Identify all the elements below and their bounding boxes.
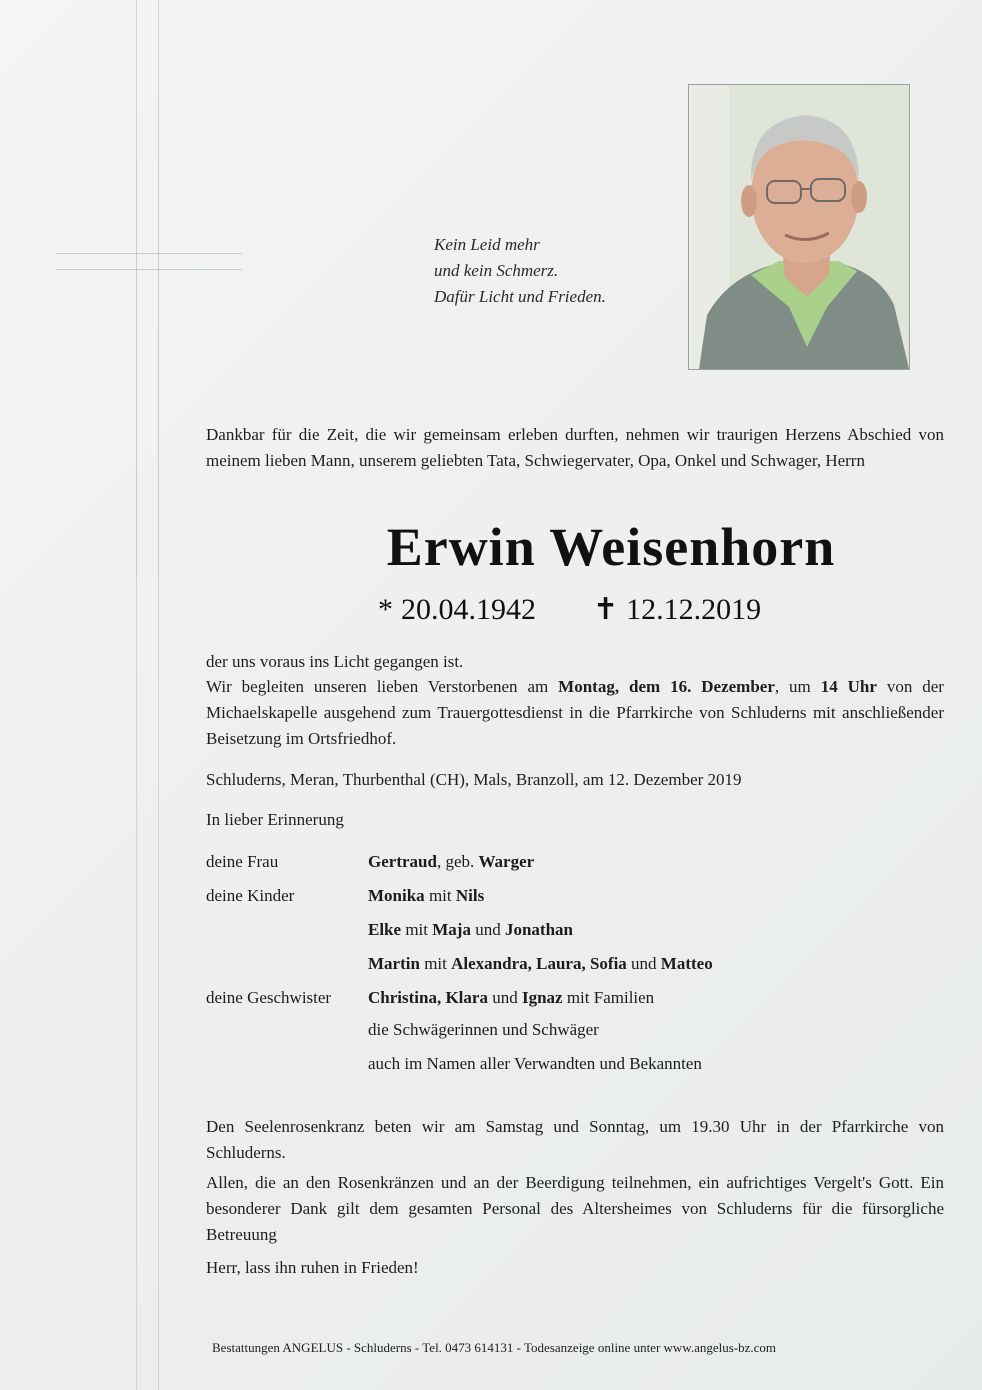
- grandchild: Jonathan: [504, 920, 573, 939]
- footer-funeral-home: Bestattungen ANGELUS - Schluderns - Tel. 0473 614131 - Todesanzeige online unter www.angelus-bz.com: [212, 1340, 777, 1355]
- places-date-line: Schluderns, Meran, Thurbenthal (CH), Mals, Branzoll, am 12. Dezember 2019: [206, 770, 742, 789]
- children-label: deine Kinder: [206, 886, 295, 905]
- life-dates: [378, 592, 769, 627]
- brother: Ignaz: [521, 988, 563, 1007]
- rosary-paragraph: Den Seelenrosenkranz beten wir am Samstag und Sonntag, um 19.30 Uhr in der Pfarrkirche von Schluderns.: [206, 1117, 944, 1162]
- grandchild: Matteo: [660, 954, 713, 973]
- gone-into-light-text: der uns voraus ins Licht gegangen ist.: [206, 652, 464, 671]
- funeral-text-2: , um: [774, 677, 821, 696]
- quote-line-3: Dafür Licht und Frieden.: [434, 287, 606, 306]
- wife-maiden-name: Warger: [478, 852, 535, 871]
- funeral-time: 14 Uhr: [820, 677, 877, 696]
- siblings-label: deine Geschwister: [206, 988, 332, 1007]
- funeral-date: Montag, dem 16. Dezember: [558, 677, 775, 696]
- grandchild: Maja: [432, 920, 471, 939]
- quote-line-2: und kein Schmerz.: [434, 261, 559, 280]
- connector-text: und: [470, 920, 505, 939]
- portrait-photo: [688, 84, 910, 370]
- funeral-text-3: von der Michaelskapelle ausgehend zum Trauergottesdienst in die Pfarrkirche von Schluderns mit anschließender Beisetzung im Ortsfriedhof.: [206, 677, 944, 748]
- child-3: Martin: [368, 954, 420, 973]
- cross-icon-horizontal: [56, 253, 242, 271]
- connector-text: und: [487, 988, 522, 1007]
- siblings-names: [368, 988, 654, 1008]
- wife-label: deine Frau: [206, 852, 279, 871]
- connector-text: mit Familien: [562, 988, 655, 1007]
- child-1-names: [368, 886, 484, 906]
- intro-paragraph: Dankbar für die Zeit, die wir gemeinsam erleben durften, nehmen wir traurigen Herzens Abschied von meinem lieben Mann, unserem geliebten Tata, Schwiegervater, Opa, Onkel und Schwager, Herrn: [206, 425, 944, 470]
- connector-text: und: [626, 954, 661, 973]
- inlaws-text: die Schwägerinnen und Schwäger: [368, 1020, 599, 1039]
- child-2: Elke: [368, 920, 402, 939]
- child-2-names: [368, 920, 573, 940]
- wife-name: Gertraud: [368, 852, 437, 871]
- in-memory-text: In lieber Erinnerung: [206, 810, 344, 829]
- birth-star-icon: *: [378, 593, 393, 626]
- child-1-partner: Nils: [455, 886, 485, 905]
- funeral-paragraph: [206, 674, 944, 752]
- grandchildren: Alexandra, Laura, Sofia: [451, 954, 627, 973]
- sisters: Christina, Klara: [368, 988, 488, 1007]
- child-3-names: [368, 954, 713, 974]
- death-date: 12.12.2019: [626, 593, 762, 626]
- birth-date: 20.04.1942: [401, 593, 536, 626]
- deceased-name: Erwin Weisenhorn: [386, 517, 836, 577]
- funeral-text-1: Wir begleiten unseren lieben Verstorbenen am: [206, 677, 559, 696]
- wife-mid: , geb.: [436, 852, 479, 871]
- connector-text: mit: [424, 886, 456, 905]
- wife-names: [368, 852, 534, 872]
- child-1: Monika: [368, 886, 425, 905]
- death-cross-icon: ✝: [593, 593, 619, 626]
- connector-text: mit: [419, 954, 452, 973]
- relatives-text: auch im Namen aller Verwandten und Bekannten: [368, 1054, 702, 1073]
- prayer-text: Herr, lass ihn ruhen in Frieden!: [206, 1258, 419, 1277]
- connector-text: mit: [401, 920, 433, 939]
- quote-line-1: Kein Leid mehr: [434, 235, 540, 254]
- epitaph-quote: [434, 232, 606, 310]
- thanks-paragraph: Allen, die an den Rosenkränzen und an der Beerdigung teilnehmen, ein aufrichtiges Vergelt's Gott. Ein besonderer Dank gilt dem gesamten Personal des Altersheimes von Schluderns für die fürsorgliche Betreuung: [206, 1173, 944, 1244]
